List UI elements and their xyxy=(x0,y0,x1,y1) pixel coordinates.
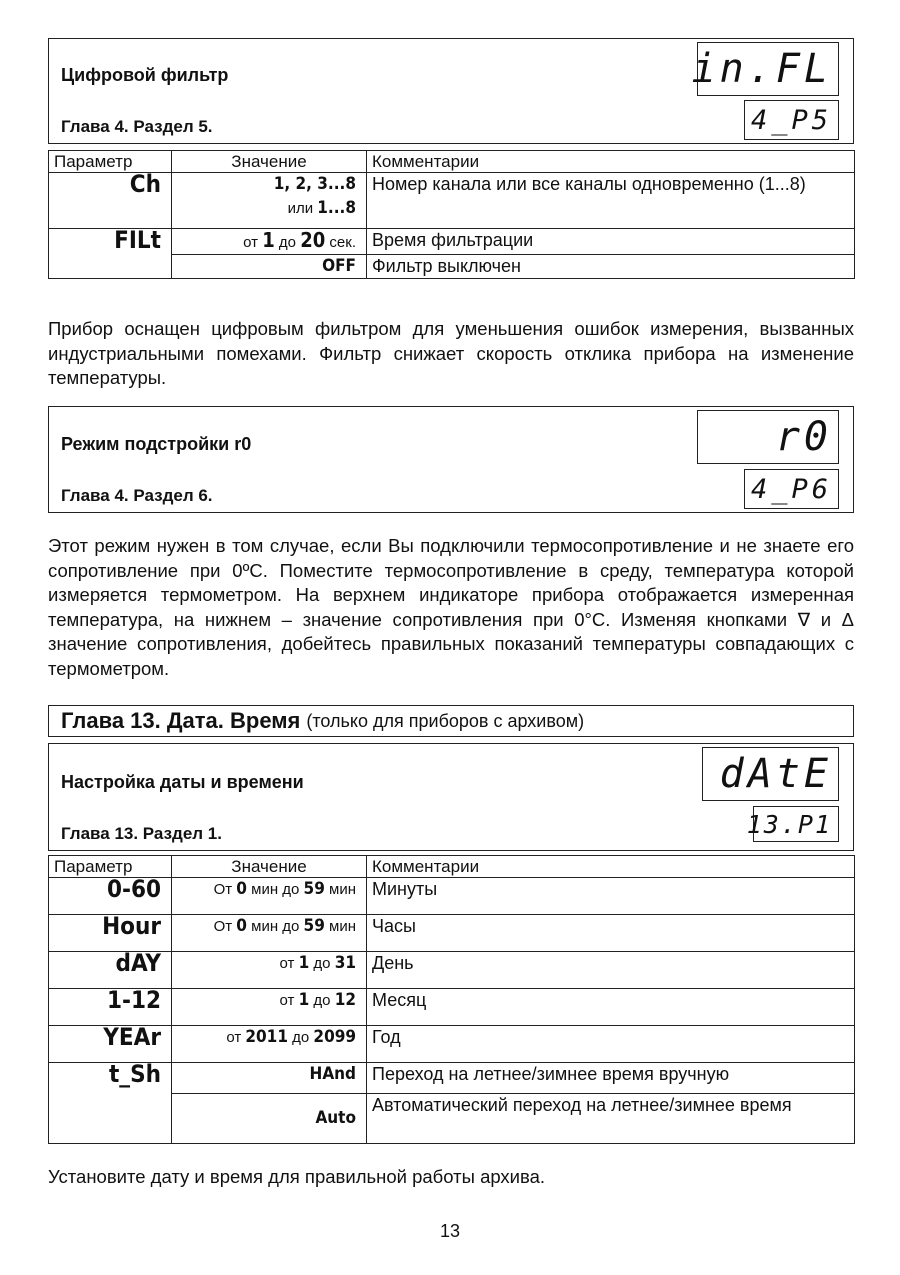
param-value xyxy=(172,1063,367,1094)
col-header-param: Параметр xyxy=(49,856,172,878)
param-value xyxy=(172,229,367,255)
value-min: 0 xyxy=(236,916,247,936)
section-title: Режим подстройки r0 xyxy=(61,434,252,454)
param-value xyxy=(172,1026,367,1063)
value-code: Auto xyxy=(315,1108,356,1128)
value-unit: сек. xyxy=(329,234,356,251)
lcd-bottom-display xyxy=(744,469,839,509)
value-min: 1 xyxy=(262,228,275,252)
page-number: 13 xyxy=(439,1221,461,1241)
param-code: 0-60 xyxy=(49,878,172,915)
param-code: YEAr xyxy=(49,1026,172,1063)
lcd-top-display xyxy=(702,747,839,801)
value-from: От xyxy=(213,881,233,898)
col-header-param: Параметр xyxy=(49,151,172,173)
lcd-bottom-display xyxy=(746,806,839,842)
param-value xyxy=(172,915,367,952)
table-row xyxy=(49,952,855,989)
section-title: Настройка даты и времени xyxy=(61,772,304,792)
value-max: 59 xyxy=(303,916,325,936)
lcd-top-text: r0 xyxy=(775,414,832,460)
param-comment: Часы xyxy=(367,915,855,952)
table-header-row xyxy=(49,151,855,173)
value-max: 2099 xyxy=(313,1027,356,1047)
table-row xyxy=(49,878,855,915)
value-unit-1: до xyxy=(313,955,331,972)
value-from: от xyxy=(279,992,295,1009)
param-value xyxy=(172,952,367,989)
lcd-bottom-text: 13.P1 xyxy=(746,809,832,839)
value-unit-1: до xyxy=(292,1029,310,1046)
section-subtitle: Глава 4. Раздел 5. xyxy=(61,117,213,136)
table-row xyxy=(49,989,855,1026)
param-comment: Автоматический переход на летнее/зимнее время xyxy=(367,1094,855,1144)
lcd-bottom-text: 4_P6 xyxy=(750,473,832,505)
table-row xyxy=(49,1026,855,1063)
value-unit-2: мин xyxy=(329,918,356,935)
value-min: 0 xyxy=(236,879,247,899)
param-comment: Время фильтрации xyxy=(367,229,855,255)
param-comment: Минуты xyxy=(367,878,855,915)
section-subtitle: Глава 4. Раздел 6. xyxy=(61,486,213,505)
value-unit-2: мин xyxy=(329,881,356,898)
value-max: 31 xyxy=(334,953,356,973)
param-comment: Номер канала или все каналы одновременно (1...8) xyxy=(367,173,855,229)
param-comment: Переход на летнее/зимнее время вручную xyxy=(367,1063,855,1094)
lcd-top-text: in.FL xyxy=(691,46,832,92)
value-from: от xyxy=(243,234,259,251)
value-unit-1: мин до xyxy=(251,881,300,898)
table-row xyxy=(49,1063,855,1094)
paragraph-filter: Прибор оснащен цифровым фильтром для уменьшения ошибок измерения, вызванных индустриальными помехами. Фильтр снижает скорость отклика прибора на изменение температуры. xyxy=(48,318,854,388)
section-subtitle: Глава 13. Раздел 1. xyxy=(61,824,222,843)
value-max: 20 xyxy=(300,228,326,252)
lcd-bottom-text: 4_P5 xyxy=(750,104,832,136)
param-comment: День xyxy=(367,952,855,989)
param-value xyxy=(172,255,367,279)
table-row xyxy=(49,915,855,952)
param-code: Hour xyxy=(49,915,172,952)
value-to: до xyxy=(278,234,297,251)
param-value xyxy=(172,878,367,915)
value-unit-1: мин до xyxy=(251,918,300,935)
col-header-value: Значение xyxy=(172,856,367,878)
table-row xyxy=(49,229,855,255)
chapter-note: (только для приборов с архивом) xyxy=(306,710,585,731)
col-header-comment: Комментарии xyxy=(367,856,855,878)
param-code: FILt xyxy=(49,229,172,279)
param-value xyxy=(172,1094,367,1144)
chapter-heading xyxy=(48,705,854,737)
section-title: Цифровой фильтр xyxy=(61,65,229,85)
col-header-value: Значение xyxy=(172,151,367,173)
parameter-table-filter xyxy=(48,150,855,279)
param-code: 1-12 xyxy=(49,989,172,1026)
param-comment: Фильтр выключен xyxy=(367,255,855,279)
value-from: от xyxy=(279,955,295,972)
param-code: dAY xyxy=(49,952,172,989)
table-row xyxy=(49,173,855,229)
value-max: 59 xyxy=(303,879,325,899)
value-min: 1 xyxy=(298,990,310,1010)
value-code: HAnd xyxy=(309,1064,356,1084)
value-code: OFF xyxy=(322,256,356,276)
param-comment: Год xyxy=(367,1026,855,1063)
parameter-table-date-time xyxy=(48,855,855,1144)
value-min: 1 xyxy=(298,953,310,973)
value-max: 12 xyxy=(334,990,356,1010)
param-value xyxy=(172,989,367,1026)
param-comment: Месяц xyxy=(367,989,855,1026)
value-prefix: или xyxy=(287,200,314,217)
table-header-row xyxy=(49,856,855,878)
param-value xyxy=(172,173,367,229)
value-code: 1, 2, 3...8 xyxy=(273,174,356,194)
lcd-bottom-display xyxy=(744,100,839,140)
chapter-title: Глава 13. Дата. Время xyxy=(61,708,301,733)
param-code: t_Sh xyxy=(49,1063,172,1144)
param-code: Ch xyxy=(49,173,172,229)
value-min: 2011 xyxy=(245,1027,288,1047)
value-code-2: 1...8 xyxy=(317,198,356,218)
value-from: от xyxy=(226,1029,242,1046)
lcd-top-display xyxy=(691,42,839,96)
lcd-top-text: dAtE xyxy=(719,751,832,797)
paragraph-r0: Этот режим нужен в том случае, если Вы подключили термосопротивление и не знаете его сопротивление при 0ºC. Поместите термосопротивление в среду, температура которой измеряется термометром. На верхнем индикаторе прибора отображается измеренная температура, на нижнем – значение сопротивления при 0°C. Изменяя кнопками ∇ и Δ значение сопротивления, добейтесь правильных показаний температуры совпадающих с термометром. xyxy=(48,535,854,679)
col-header-comment: Комментарии xyxy=(367,151,855,173)
lcd-top-display xyxy=(697,410,839,464)
value-from: От xyxy=(213,918,233,935)
paragraph-archive: Установите дату и время для правильной работы архива. xyxy=(48,1166,546,1187)
value-unit-1: до xyxy=(313,992,331,1009)
